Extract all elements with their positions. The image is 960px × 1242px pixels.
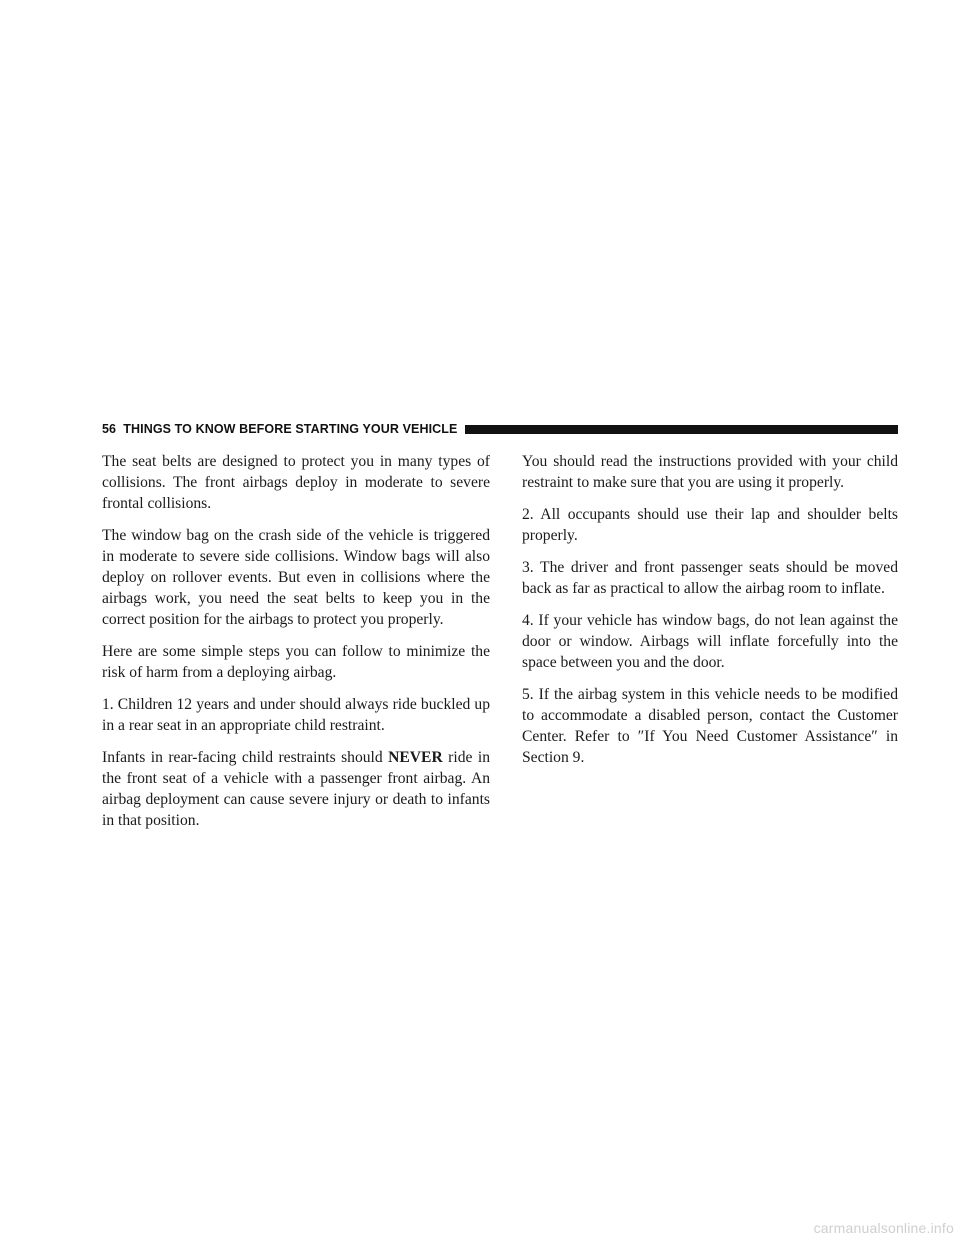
paragraph-simple-steps: Here are some simple steps you can follow to minimize the risk of harm from a deploying airbag.	[102, 643, 490, 681]
paragraph-step-1: 1. Children 12 years and under should always ride buckled up in a rear seat in an appropriate child restraint.	[102, 696, 490, 734]
watermark-text: carmanualsonline.info	[813, 1220, 954, 1236]
paragraph-window-bag: The window bag on the crash side of the vehicle is triggered in moderate to severe side collisions. Window bags will also deploy on rollover events. But even in collisions where the airbags work, you need the seat belts to keep you in the correct position for the airbags to protect you properly.	[102, 527, 490, 628]
page-number: 56	[102, 422, 117, 436]
paragraph-step-3: 3. The driver and front passenger seats should be moved back as far as practical to allow the airbag room to inflate.	[522, 559, 898, 597]
section-title: THINGS TO KNOW BEFORE STARTING YOUR VEHICLE	[123, 422, 458, 436]
header-text	[102, 422, 457, 436]
paragraph-step-4: 4. If your vehicle has window bags, do not lean against the door or window. Airbags will inflate forcefully into the space between you and the door.	[522, 612, 898, 671]
infants-text-end: ride in the front seat of a vehicle with a passenger front airbag. An airbag deployment can cause severe injury or death to infants in that position.	[102, 749, 490, 829]
infants-text-start: Infants in rear-facing child restraints should	[102, 749, 389, 766]
paragraph-read-instructions: You should read the instructions provided with your child restraint to make sure that you are using it properly.	[522, 453, 898, 491]
paragraph-seat-belts: The seat belts are designed to protect you in many types of collisions. The front airbags deploy in moderate to severe frontal collisions.	[102, 453, 490, 512]
left-column	[102, 451, 490, 842]
paragraph-step-5: 5. If the airbag system in this vehicle needs to be modified to accommodate a disabled person, contact the Customer Center. Refer to ″If You Need Customer Assistance″ in Section 9.	[522, 686, 898, 766]
right-column	[522, 451, 898, 779]
header-rule-bar	[465, 425, 898, 434]
paragraph-step-2: 2. All occupants should use their lap and shoulder belts properly.	[522, 506, 898, 544]
page-header	[102, 420, 898, 438]
paragraph-infants	[102, 747, 490, 831]
never-emphasis: NEVER	[388, 749, 443, 766]
